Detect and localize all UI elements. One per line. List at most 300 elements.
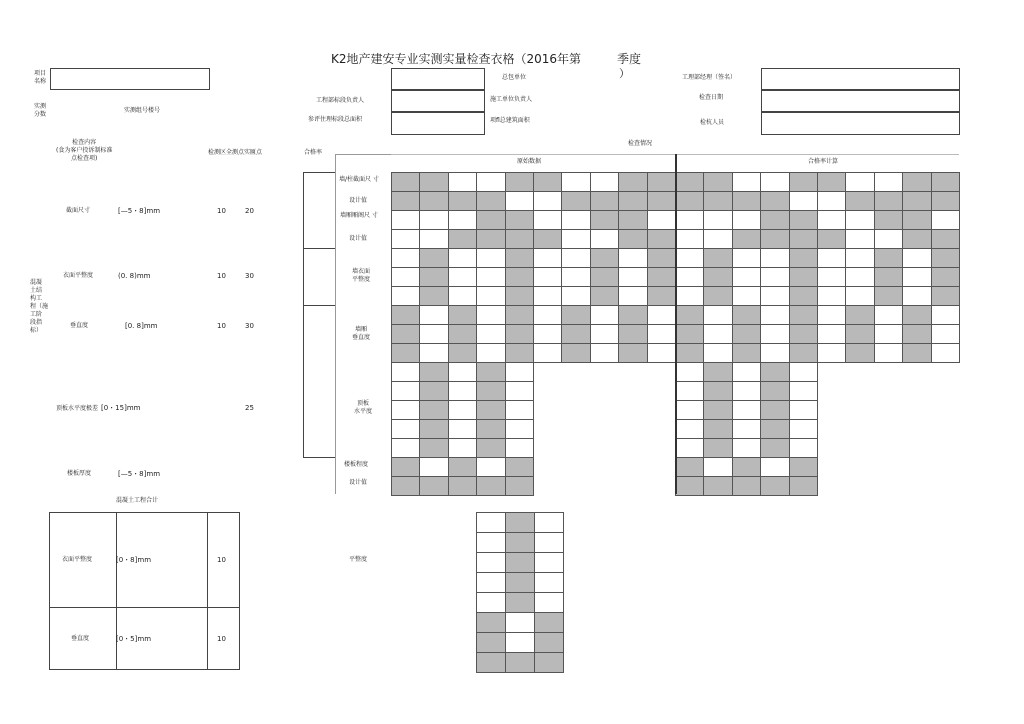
grid-cell <box>391 324 420 344</box>
label-eng-manager: 工理部经理（签名） <box>682 74 737 81</box>
participating-area-field[interactable] <box>391 112 485 135</box>
grid-cell <box>476 172 505 192</box>
grid-cell <box>931 248 960 268</box>
grid-cell <box>505 324 534 344</box>
grid-cell <box>732 457 761 477</box>
bottom-table-col2 <box>207 512 208 670</box>
grid-cell <box>789 267 818 287</box>
grid-cell <box>391 476 420 496</box>
mid-label-2: 墙厢厢阁尺 寸 <box>340 212 378 219</box>
grid-cell <box>618 267 647 287</box>
grid-cell <box>703 229 732 249</box>
grid-cell <box>476 343 505 363</box>
grid-cell <box>647 324 676 344</box>
grid-cell <box>419 362 448 382</box>
grid-cell <box>845 324 874 344</box>
grid-cell <box>675 324 704 344</box>
grid-cell <box>618 248 647 268</box>
grid-cell <box>789 476 818 496</box>
grid-cell <box>732 210 761 230</box>
flatness-grid <box>476 512 563 672</box>
grid-cell <box>419 457 448 477</box>
grid-cell <box>931 305 960 325</box>
mid-label-3: 设计值 <box>349 235 368 242</box>
grid-cell <box>533 286 562 306</box>
grid-cell <box>618 172 647 192</box>
mid-rule-c <box>303 305 335 306</box>
grid-cell <box>561 248 590 268</box>
grid-cell <box>845 305 874 325</box>
grid-cell <box>675 476 704 496</box>
grid-cell <box>789 343 818 363</box>
row-1-b: 30 <box>245 272 254 280</box>
bottom-row-0-a: 10 <box>217 556 226 564</box>
grid-cell <box>845 191 874 211</box>
grid-cell <box>391 229 420 249</box>
mid-left-rule <box>303 172 304 457</box>
grid-cell <box>703 400 732 420</box>
flatness-cell <box>534 612 564 633</box>
flatness-cell <box>505 532 535 553</box>
flatness-cell <box>476 612 506 633</box>
grid-cell <box>845 343 874 363</box>
grid-cell <box>845 267 874 287</box>
grid-cell <box>817 324 846 344</box>
inspector-field[interactable] <box>761 112 960 135</box>
grid-cell <box>703 476 732 496</box>
grid-cell <box>533 229 562 249</box>
grid-cell <box>647 343 676 363</box>
grid-cell <box>505 381 534 401</box>
grid-cell <box>419 476 448 496</box>
grid-cell <box>703 248 732 268</box>
row-0-b: 20 <box>245 207 254 215</box>
grid-cell <box>448 305 477 325</box>
grid-cell <box>902 191 931 211</box>
grid-cell <box>703 324 732 344</box>
grid-cell <box>476 305 505 325</box>
grid-cell <box>789 457 818 477</box>
row-1-range: (0. 8)mm <box>118 272 151 280</box>
grid-cell <box>391 362 420 382</box>
grid-cell <box>789 438 818 458</box>
flatness-cell <box>505 632 535 653</box>
grid-cell <box>533 172 562 192</box>
flatness-cell <box>505 512 535 533</box>
grid-cell <box>789 286 818 306</box>
grid-cell <box>760 400 789 420</box>
label-inspector: 检杭人员 <box>700 119 725 126</box>
grid-cell <box>505 229 534 249</box>
grid-cell <box>760 419 789 439</box>
grid-cell <box>533 324 562 344</box>
flatness-cell <box>534 512 564 533</box>
grid-cell <box>760 476 789 496</box>
flatness-cell <box>505 592 535 613</box>
grid-cell <box>817 305 846 325</box>
grid-cell <box>760 457 789 477</box>
grid-cell <box>448 267 477 287</box>
grid-cell <box>760 229 789 249</box>
grid-cell <box>476 324 505 344</box>
grid-cell <box>419 438 448 458</box>
grid-cell <box>732 381 761 401</box>
grid-cell <box>789 419 818 439</box>
grid-cell <box>675 267 704 287</box>
flatness-cell <box>476 532 506 553</box>
grid-cell <box>931 229 960 249</box>
grid-cell <box>391 191 420 211</box>
eng-manager-field[interactable] <box>761 68 960 90</box>
flatness-cell <box>476 592 506 613</box>
grid-cell <box>590 172 619 192</box>
grid-cell <box>902 343 931 363</box>
grid-cell <box>874 267 903 287</box>
grid-cell <box>419 210 448 230</box>
label-project-total-area: 项fl总建筑面积 <box>490 117 530 124</box>
grid-cell <box>419 324 448 344</box>
grid-cell <box>675 191 704 211</box>
grid-cell <box>561 191 590 211</box>
mid-label-8: 设计值 <box>349 479 368 486</box>
grid-cell <box>419 248 448 268</box>
grid-cell <box>760 267 789 287</box>
grid-cell <box>902 172 931 192</box>
grid-cell <box>817 191 846 211</box>
grid-cell <box>703 381 732 401</box>
grid-cell <box>505 286 534 306</box>
label-pass-rate: 合格率 <box>304 149 323 156</box>
grid-cell <box>647 172 676 192</box>
grid-cell <box>902 248 931 268</box>
grid-cell <box>931 210 960 230</box>
row-0-range: [—5・8]mm <box>118 207 161 215</box>
grid-cell <box>675 381 704 401</box>
grid-cell <box>476 286 505 306</box>
grid-cell <box>817 286 846 306</box>
grid-cell <box>448 229 477 249</box>
grid-cell <box>391 457 420 477</box>
grid-cell <box>703 191 732 211</box>
grid-cell <box>760 305 789 325</box>
flatness-cell <box>505 552 535 573</box>
grid-cell <box>675 172 704 192</box>
row-2-b: 30 <box>245 322 254 330</box>
grid-cell <box>448 362 477 382</box>
bottom-row-1-range: [0・5]mm <box>116 635 152 643</box>
grid-cell <box>391 248 420 268</box>
grid-cell <box>476 191 505 211</box>
grid-cell <box>760 362 789 382</box>
grid-cell <box>789 400 818 420</box>
grid-cell <box>590 229 619 249</box>
grid-cell <box>533 267 562 287</box>
grid-cell <box>760 343 789 363</box>
grid-cell <box>448 476 477 496</box>
grid-cell <box>703 343 732 363</box>
grid-cell <box>476 248 505 268</box>
flatness-cell <box>505 612 535 633</box>
grid-cell <box>448 457 477 477</box>
grid-cell <box>476 476 505 496</box>
grid-cell <box>817 229 846 249</box>
grid-cell <box>618 343 647 363</box>
grid-cell <box>675 400 704 420</box>
bottom-row-1-name: 垂直度 <box>71 635 90 642</box>
bottom-table-row <box>49 607 240 608</box>
grid-cell <box>618 210 647 230</box>
col-check-content: 检查内容 (食为客户投诉制标准 点检查项) <box>56 139 113 162</box>
row-2-range: [0. 8]mm <box>125 322 158 330</box>
flatness-cell <box>476 552 506 573</box>
form-title <box>331 50 581 67</box>
row-4-range: [—5・8]mm <box>118 470 161 478</box>
grid-cell <box>760 381 789 401</box>
grid-cell <box>647 267 676 287</box>
grid-cell <box>732 400 761 420</box>
grid-cell <box>732 229 761 249</box>
grid-cell <box>874 172 903 192</box>
grid-cell <box>505 210 534 230</box>
grid-cell <box>533 210 562 230</box>
row-3-name: 顶板水平度极差 <box>56 405 99 412</box>
grid-cell <box>874 248 903 268</box>
grid-cell <box>590 343 619 363</box>
grid-cell <box>647 305 676 325</box>
grid-cell <box>590 210 619 230</box>
row-1-a: 10 <box>217 272 226 280</box>
label-project-name: 项目 名称 <box>34 70 47 85</box>
grid-cell <box>874 210 903 230</box>
grid-cell <box>789 324 818 344</box>
grid-cell <box>419 286 448 306</box>
grid-cell <box>419 229 448 249</box>
row-4-name: 楼板厚度 <box>67 470 92 477</box>
grid-cell <box>789 381 818 401</box>
mid-rule-b <box>303 248 335 249</box>
grid-cell <box>618 324 647 344</box>
grid-cell <box>476 210 505 230</box>
grid-cell <box>391 419 420 439</box>
project-name-field[interactable] <box>50 68 210 90</box>
grid-cell <box>419 400 448 420</box>
grid-cell <box>760 248 789 268</box>
mid-label-1: 设计值 <box>349 197 368 204</box>
grid-cell <box>675 229 704 249</box>
grid-cell <box>732 362 761 382</box>
row-2-a: 10 <box>217 322 226 330</box>
grid-cell <box>505 172 534 192</box>
grid-cell <box>476 457 505 477</box>
mid-bottom-label: 平整度 <box>349 556 368 563</box>
grid-cell <box>675 343 704 363</box>
grid-cell <box>476 381 505 401</box>
grid-cell <box>647 210 676 230</box>
col-points: 检测区全测点实匾点 <box>208 149 263 156</box>
mid-rule-d <box>303 457 335 458</box>
grid-cell <box>419 172 448 192</box>
label-raw-data: 原始数据 <box>517 158 542 165</box>
grid-cell <box>732 286 761 306</box>
grid-cell <box>760 172 789 192</box>
grid-cell <box>448 286 477 306</box>
grid-cell <box>448 343 477 363</box>
grid-cell <box>533 305 562 325</box>
grid-cell <box>845 286 874 306</box>
grid-cell <box>647 229 676 249</box>
grid-cell <box>675 419 704 439</box>
subtotal-label: 混凝土工程合计 <box>116 497 159 504</box>
grid-cell <box>732 343 761 363</box>
grid-cell <box>703 419 732 439</box>
grid-cell <box>505 343 534 363</box>
check-date-field[interactable] <box>761 90 960 112</box>
label-measure-team: 实测组号楼号 <box>124 107 161 114</box>
row-3-b: 25 <box>245 404 254 412</box>
grid-cell <box>675 438 704 458</box>
grid-cell <box>675 286 704 306</box>
grid-cell <box>618 191 647 211</box>
grid-cell <box>789 191 818 211</box>
grid-cell <box>931 267 960 287</box>
grid-cell <box>931 286 960 306</box>
flatness-cell <box>534 652 564 673</box>
label-pass-rate-calc: 合格率计算 <box>808 158 839 165</box>
grid-cell <box>703 172 732 192</box>
grid-cell <box>561 305 590 325</box>
grid-cell <box>590 191 619 211</box>
flatness-cell <box>476 632 506 653</box>
grid-cell <box>874 229 903 249</box>
grid-cell <box>391 305 420 325</box>
label-general-contractor: 总包单位 <box>502 74 527 81</box>
grid-cell <box>590 305 619 325</box>
grid-cell <box>561 324 590 344</box>
general-contractor-field[interactable] <box>391 68 485 90</box>
grid-cell <box>448 324 477 344</box>
grid-cell <box>505 457 534 477</box>
grid-cell <box>703 267 732 287</box>
grid-cell <box>845 229 874 249</box>
grid-cell <box>476 362 505 382</box>
grid-cell <box>419 381 448 401</box>
flatness-cell <box>534 552 564 573</box>
grid-cell <box>505 438 534 458</box>
grid-cell <box>505 305 534 325</box>
grid-cell <box>561 172 590 192</box>
grid-cell <box>419 419 448 439</box>
grid-cell <box>931 172 960 192</box>
grid-cell <box>590 286 619 306</box>
mid-label-7: 楼板程度 <box>344 461 369 468</box>
flatness-cell <box>534 592 564 613</box>
grid-cell <box>476 267 505 287</box>
grid-cell <box>391 267 420 287</box>
grid-cell <box>505 248 534 268</box>
bottom-row-1-a: 10 <box>217 635 226 643</box>
grid-cell <box>732 324 761 344</box>
row-3-range: [0・15]mm <box>101 404 141 412</box>
label-eng-dept-head: 工程部标段负责人 <box>316 97 365 104</box>
grid-cell <box>703 286 732 306</box>
grid-cell <box>647 286 676 306</box>
flatness-cell <box>534 632 564 653</box>
grid-cell <box>448 210 477 230</box>
grid-cell <box>874 343 903 363</box>
flatness-cell <box>476 512 506 533</box>
grid-cell <box>561 286 590 306</box>
label-measure-score: 实测 分数 <box>34 103 47 118</box>
grid-cell <box>902 324 931 344</box>
category-label: 混凝 土结 构工 程（施 工阶 段指 标） <box>30 279 49 334</box>
grid-cell <box>448 381 477 401</box>
grid-cell <box>902 210 931 230</box>
grid-cell <box>448 172 477 192</box>
row-2-name: 垂直度 <box>70 322 89 329</box>
grid-cell <box>703 362 732 382</box>
grid-cell <box>419 267 448 287</box>
grid-divider <box>675 154 677 494</box>
mid-label-6: 顶板 水平度 <box>354 400 373 415</box>
grid-cell <box>703 438 732 458</box>
grid-cell <box>476 419 505 439</box>
grid-cell <box>561 267 590 287</box>
grid-cell <box>789 229 818 249</box>
grid-cell <box>817 210 846 230</box>
grid-cell <box>760 191 789 211</box>
grid-cell <box>703 210 732 230</box>
mid-label-0: 墙/柱截面尺 寸 <box>339 176 379 183</box>
grid-cell <box>732 172 761 192</box>
eng-dept-head-field[interactable] <box>391 90 485 112</box>
title-quarter: 季度 <box>617 52 642 66</box>
grid-cell <box>732 438 761 458</box>
mid-rule-a <box>303 172 335 173</box>
title-close: ） <box>619 67 630 80</box>
grid-cell <box>760 324 789 344</box>
grid-cell <box>391 172 420 192</box>
grid-cell <box>789 210 818 230</box>
grid-cell <box>732 419 761 439</box>
grid-cell <box>647 191 676 211</box>
grid-cell <box>931 343 960 363</box>
flatness-cell <box>534 532 564 553</box>
grid-cell <box>448 438 477 458</box>
grid-cell <box>789 362 818 382</box>
bottom-row-0-range: [0・8]mm <box>116 556 152 564</box>
grid-cell <box>618 229 647 249</box>
grid-cell <box>732 476 761 496</box>
grid-cell <box>419 191 448 211</box>
grid-cell <box>874 191 903 211</box>
grid-cell <box>590 248 619 268</box>
grid-cell <box>590 267 619 287</box>
label-check-date: 检查日期 <box>699 94 724 101</box>
grid-cell <box>618 305 647 325</box>
label-check-status: 检查情况 <box>628 140 653 147</box>
grid-cell <box>476 438 505 458</box>
mid-label-4: 墙衣面 平整度 <box>352 268 371 283</box>
bottom-row-0-name: 衣面平整度 <box>62 556 93 563</box>
grid-cell <box>902 286 931 306</box>
flatness-cell <box>505 572 535 593</box>
label-construction-head: 施工单位负责人 <box>490 96 533 103</box>
grid-cell <box>931 324 960 344</box>
mid-label-col-rule <box>335 154 336 494</box>
grid-cell <box>902 305 931 325</box>
flatness-cell <box>534 572 564 593</box>
grid-cell <box>703 457 732 477</box>
